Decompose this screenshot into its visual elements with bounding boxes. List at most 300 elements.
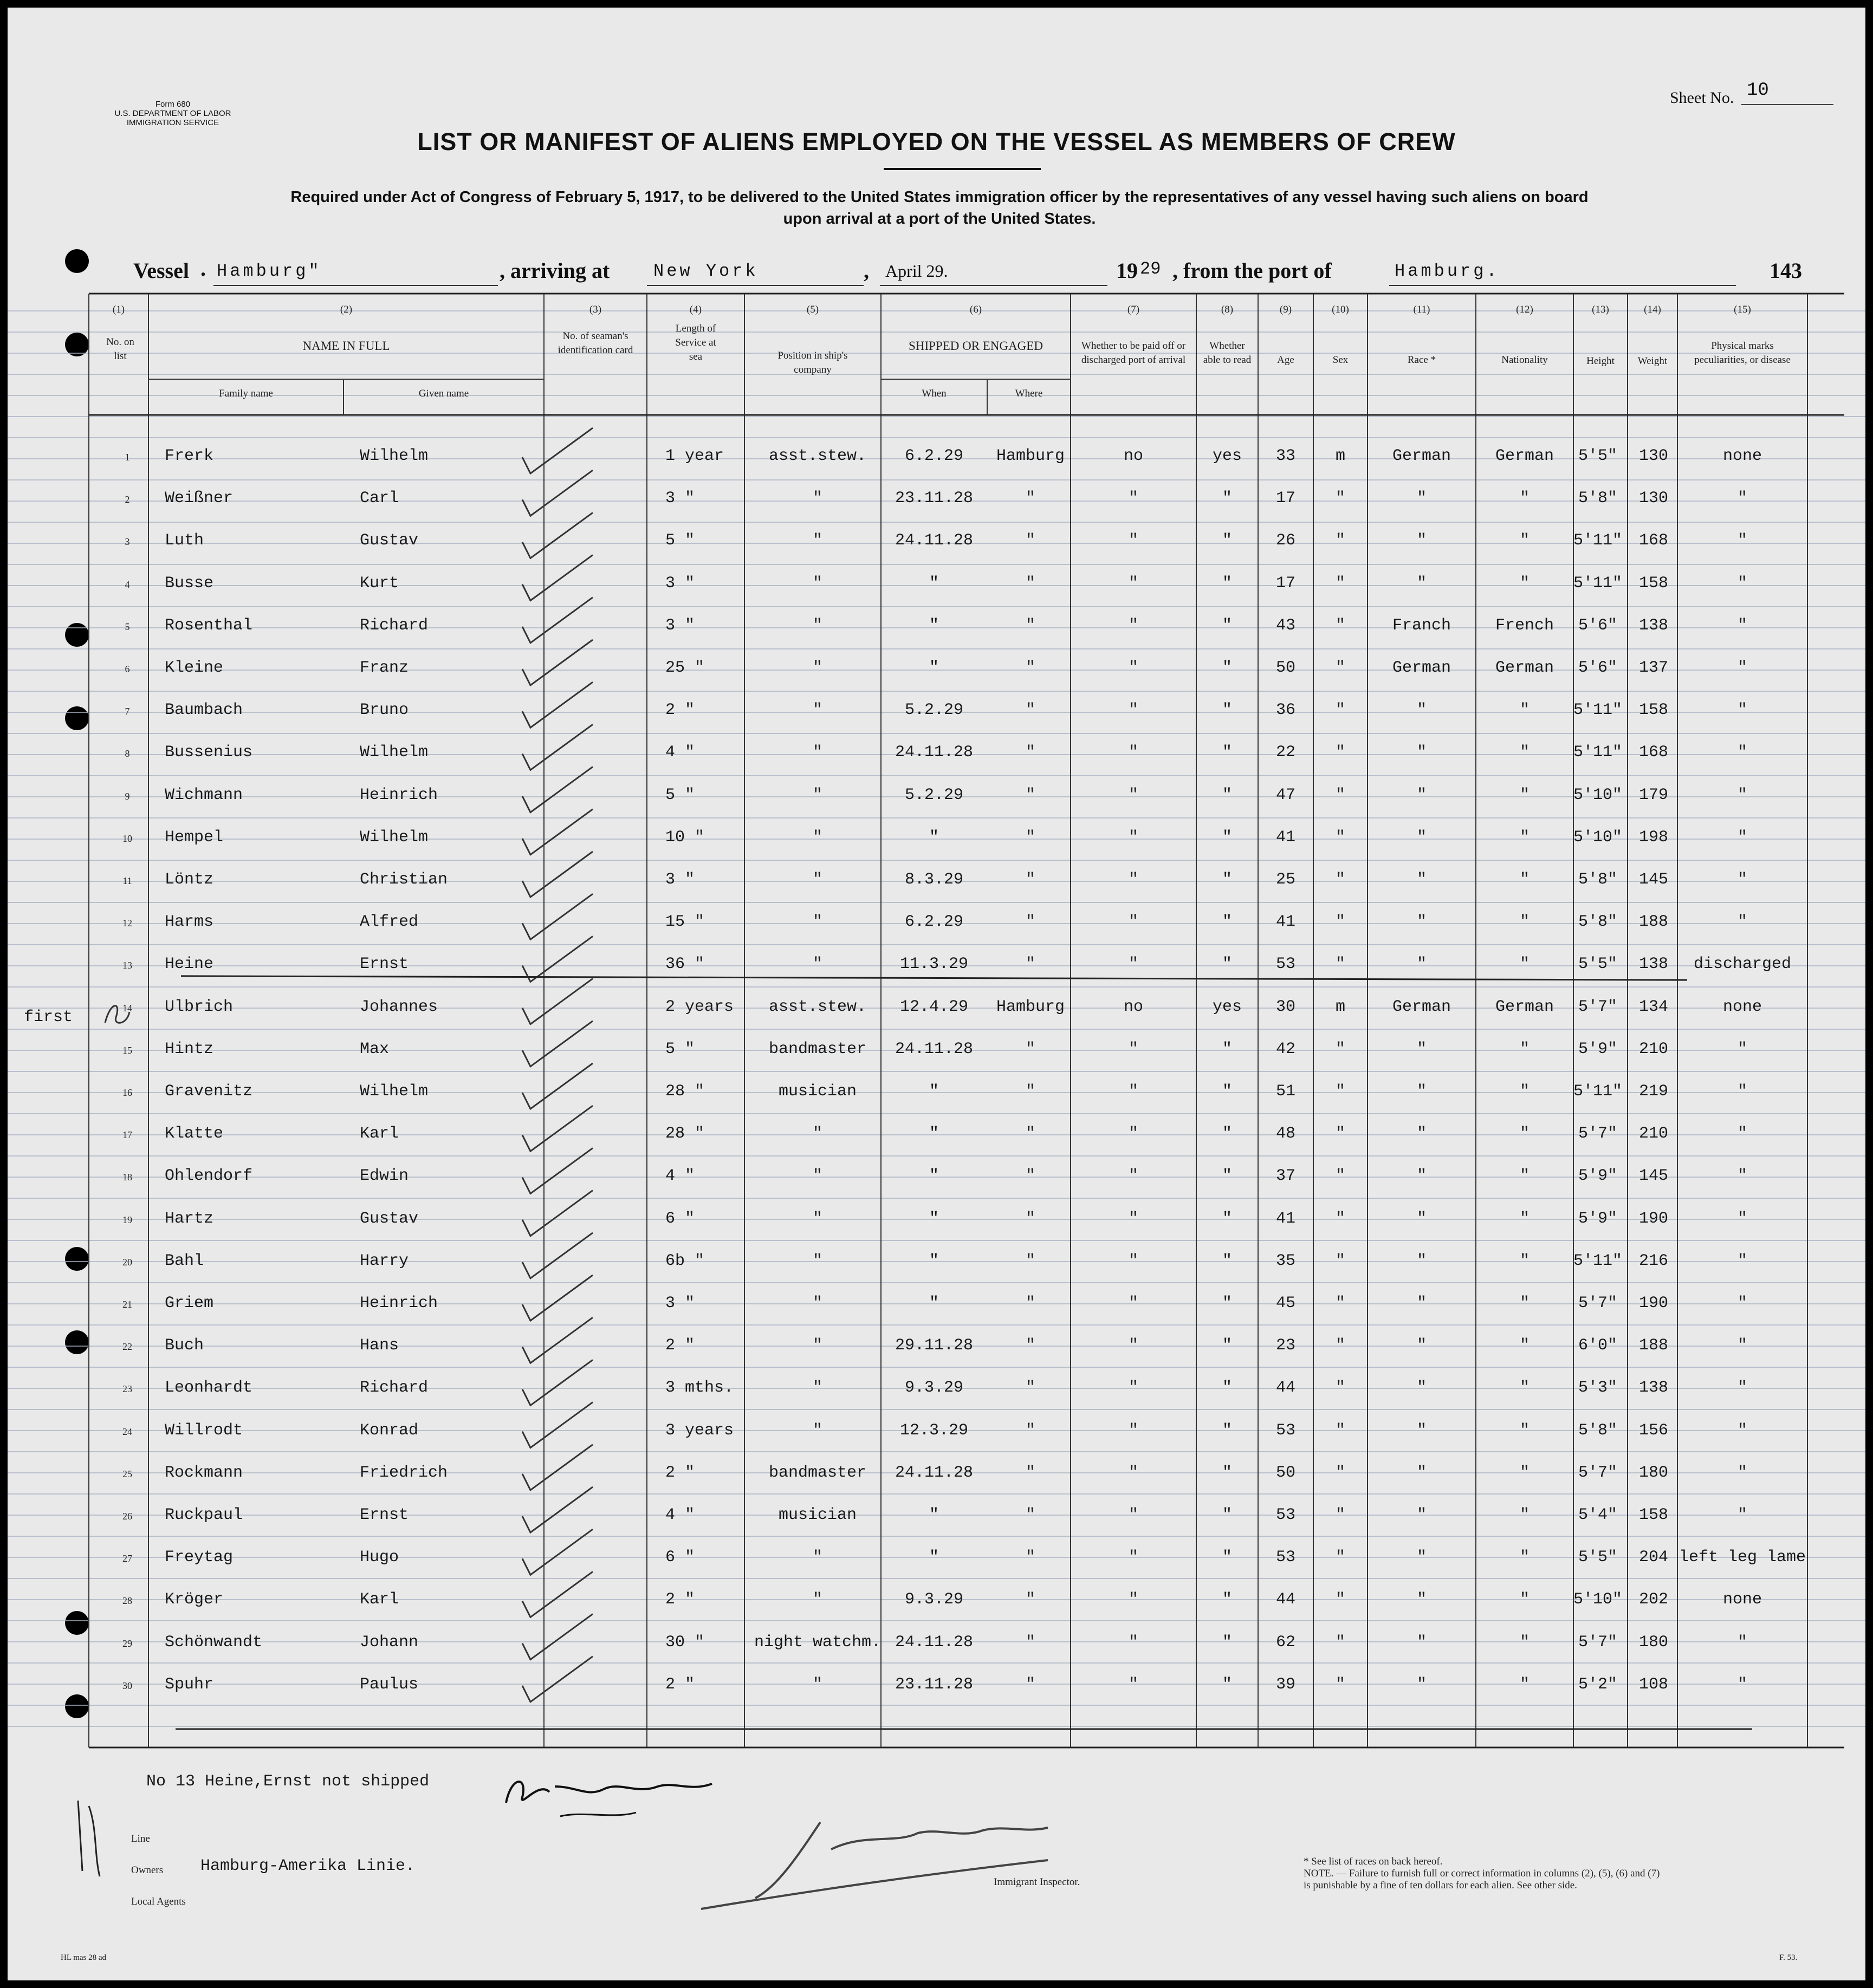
sheet-number-line: [1741, 104, 1833, 105]
cell-marks: ": [1737, 1336, 1747, 1355]
cell-given: Ernst: [360, 955, 409, 974]
not-shipped-note: No 13 Heine,Ernst not shipped: [146, 1772, 430, 1791]
cell-where: ": [1025, 913, 1035, 932]
binder-hole: [65, 1694, 89, 1718]
cell-service: 1 year: [665, 447, 724, 465]
cell-read: ": [1222, 1251, 1232, 1270]
cell-position: ": [812, 1548, 822, 1567]
cell-nationality: ": [1519, 743, 1529, 762]
col8-header: Whether able to read: [1203, 340, 1252, 366]
cell-race: ": [1416, 785, 1427, 804]
cell-paid: ": [1128, 489, 1138, 508]
cell-sex: ": [1335, 1548, 1345, 1567]
row-number: 15: [122, 1044, 132, 1056]
cell-given: Bruno: [360, 701, 409, 720]
cell-weight: 179: [1638, 785, 1668, 804]
cell-race: ": [1416, 1675, 1427, 1694]
cell-nationality: ": [1519, 1463, 1529, 1482]
col9-num: (9): [1279, 304, 1292, 315]
cell-position: ": [812, 1167, 822, 1186]
cell-read: ": [1222, 1675, 1232, 1694]
cell-nationality: ": [1519, 1040, 1529, 1058]
cell-marks: ": [1737, 1421, 1747, 1440]
cell-where: ": [1025, 785, 1035, 804]
cell-position: ": [812, 1590, 822, 1609]
cell-age: 35: [1275, 1251, 1295, 1270]
cell-where: ": [1025, 659, 1035, 677]
cell-nationality: ": [1519, 1167, 1529, 1186]
cell-when: 24.11.28: [895, 1463, 974, 1482]
cell-service: 3 years: [665, 1421, 734, 1440]
vessel-dot: .: [200, 256, 206, 281]
row-number: 27: [122, 1553, 132, 1564]
cell-where: ": [1025, 828, 1035, 847]
manifest-page: [8, 8, 1865, 1980]
cell-weight: 168: [1638, 531, 1668, 550]
cell-weight: 198: [1638, 828, 1668, 847]
column-lines: [89, 294, 1807, 1747]
cell-read: ": [1222, 659, 1232, 677]
col3-num: (3): [589, 304, 602, 315]
cell-height: 5'11": [1573, 1251, 1622, 1270]
cell-nationality: ": [1519, 1506, 1529, 1524]
cell-age: 17: [1275, 574, 1295, 593]
cell-paid: ": [1128, 1421, 1138, 1440]
row-number: 3: [125, 536, 130, 548]
col1-header: No. on list: [106, 336, 134, 362]
cell-when: ": [929, 616, 939, 635]
cell-where: ": [1025, 1209, 1035, 1228]
cell-sex: ": [1335, 1675, 1345, 1694]
cell-when: ": [929, 1167, 939, 1186]
cell-when: 24.11.28: [895, 1040, 974, 1058]
binder-hole: [65, 706, 89, 730]
cell-marks: ": [1737, 1167, 1747, 1186]
cell-weight: 108: [1638, 1675, 1668, 1694]
cell-weight: 130: [1638, 447, 1668, 465]
cell-given: Johann: [360, 1633, 419, 1652]
cell-family: Harms: [165, 913, 214, 932]
cell-nationality: ": [1519, 1209, 1529, 1228]
cell-paid: ": [1128, 574, 1138, 593]
cell-family: Ohlendorf: [165, 1167, 253, 1186]
row-number: 26: [122, 1511, 132, 1522]
cell-sex: ": [1335, 1421, 1345, 1440]
cell-service: 6b ": [665, 1251, 705, 1270]
cell-service: 6 ": [665, 1209, 695, 1228]
col14-header: Weight: [1637, 355, 1668, 367]
cell-where: Hamburg: [996, 447, 1065, 465]
cell-paid: no: [1123, 997, 1143, 1016]
cell-sex: ": [1335, 1040, 1345, 1058]
cell-position: musician: [778, 1506, 857, 1524]
cell-weight: 190: [1638, 1294, 1668, 1313]
cell-given: Alfred: [360, 913, 419, 932]
cell-read: ": [1222, 1040, 1232, 1058]
col4-num: (4): [689, 304, 702, 315]
cell-given: Max: [360, 1040, 390, 1058]
cell-race: German: [1392, 447, 1451, 465]
cell-read: ": [1222, 870, 1232, 889]
cell-marks: ": [1737, 1463, 1747, 1482]
row-number: 8: [125, 748, 130, 759]
arrival-date: April 29.: [885, 261, 948, 281]
binder-hole: [65, 623, 89, 647]
row-number: 6: [125, 664, 130, 674]
cell-paid: ": [1128, 870, 1138, 889]
cell-read: ": [1222, 955, 1232, 974]
cell-position: ": [812, 743, 822, 762]
row-number: 5: [125, 621, 130, 632]
cell-race: ": [1416, 955, 1427, 974]
row-number: 30: [122, 1680, 132, 1691]
cell-when: ": [929, 1548, 939, 1567]
cell-given: Gustav: [360, 1209, 419, 1228]
cell-when: 6.2.29: [904, 913, 964, 932]
penalty-note-2: is punishable by a fine of ten dollars for each alien. See other side.: [1304, 1880, 1577, 1891]
cell-service: 3 ": [665, 616, 695, 635]
cell-when: 8.3.29: [904, 870, 964, 889]
cell-marks: ": [1737, 1251, 1747, 1270]
row-number: 16: [122, 1087, 132, 1098]
cell-service: 15 ": [665, 913, 705, 932]
cell-family: Rosenthal: [165, 616, 253, 635]
cell-read: ": [1222, 489, 1232, 508]
cell-where: ": [1025, 1082, 1035, 1101]
cell-nationality: German: [1495, 447, 1554, 465]
cell-marks: ": [1737, 743, 1747, 762]
cell-service: 28 ": [665, 1125, 705, 1144]
cell-read: ": [1222, 1379, 1232, 1398]
cell-when: 5.2.29: [904, 701, 964, 720]
cell-when: ": [929, 828, 939, 847]
col11-header: Race *: [1407, 354, 1436, 366]
col2a-header: Family name: [219, 388, 273, 399]
title-rule: [884, 168, 1041, 170]
cell-position: ": [812, 1336, 822, 1355]
cell-sex: ": [1335, 1379, 1345, 1398]
cell-where: ": [1025, 870, 1035, 889]
cell-service: 2 ": [665, 1590, 695, 1609]
cell-height: 5'10": [1573, 785, 1622, 804]
cell-family: Bussenius: [165, 743, 253, 762]
cell-given: Paulus: [360, 1675, 419, 1694]
cell-sex: ": [1335, 1590, 1345, 1609]
cell-position: ": [812, 616, 822, 635]
cell-age: 48: [1275, 1125, 1295, 1144]
cell-height: 5'9": [1578, 1040, 1617, 1058]
cell-nationality: ": [1519, 913, 1529, 932]
cell-family: Ulbrich: [165, 997, 234, 1016]
row-number: 7: [125, 706, 130, 717]
cell-family: Heine: [165, 955, 214, 974]
cell-paid: ": [1128, 1167, 1138, 1186]
cell-paid: ": [1128, 1463, 1138, 1482]
cell-position: bandmaster: [768, 1040, 867, 1058]
cell-given: Harry: [360, 1251, 409, 1270]
cell-weight: 158: [1638, 1506, 1668, 1524]
cell-family: Bahl: [165, 1251, 204, 1270]
cell-given: Friedrich: [360, 1463, 448, 1482]
cell-given: Hans: [360, 1336, 399, 1355]
cell-where: ": [1025, 531, 1035, 550]
page-title: LIST OR MANIFEST OF ALIENS EMPLOYED ON THE VESSEL AS MEMBERS OF CREW: [417, 128, 1456, 155]
cell-age: 39: [1275, 1675, 1295, 1694]
cell-given: Johannes: [360, 997, 438, 1016]
cell-family: Gravenitz: [165, 1082, 253, 1101]
cell-paid: ": [1128, 1082, 1138, 1101]
cell-nationality: German: [1495, 997, 1554, 1016]
cell-service: 3 ": [665, 574, 695, 593]
cell-marks: ": [1737, 913, 1747, 932]
cell-age: 26: [1275, 531, 1295, 550]
cell-race: ": [1416, 743, 1427, 762]
cell-when: 23.11.28: [895, 489, 974, 508]
cell-position: musician: [778, 1082, 857, 1101]
row-13-strike-line: [181, 975, 1687, 980]
cell-weight: 216: [1638, 1251, 1668, 1270]
cell-position: ": [812, 955, 822, 974]
cell-position: ": [812, 1209, 822, 1228]
col2-num: (2): [340, 304, 353, 315]
col1-num: (1): [112, 304, 125, 315]
col13-num: (13): [1592, 304, 1609, 315]
cell-height: 6'0": [1578, 1336, 1617, 1355]
col13-header: Height: [1586, 355, 1615, 367]
cell-height: 5'6": [1578, 616, 1617, 635]
cell-marks: ": [1737, 1294, 1747, 1313]
cell-service: 3 ": [665, 1294, 695, 1313]
cell-marks: ": [1737, 1209, 1747, 1228]
cell-height: 5'11": [1573, 701, 1622, 720]
vessel-name: Hamburg": [217, 261, 322, 281]
cell-paid: ": [1128, 1590, 1138, 1609]
cell-when: 11.3.29: [899, 955, 969, 974]
cell-height: 5'6": [1578, 659, 1617, 677]
cell-given: Wilhelm: [360, 447, 429, 465]
vessel-underline: [213, 285, 498, 286]
cell-nationality: ": [1519, 955, 1529, 974]
cell-weight: 188: [1638, 1336, 1668, 1355]
cell-height: 5'11": [1573, 531, 1622, 550]
year-suffix: 29: [1140, 259, 1161, 279]
cell-race: ": [1416, 870, 1427, 889]
cell-marks: none: [1722, 1590, 1762, 1609]
col4-header: Length of Service at sea: [675, 323, 716, 362]
cell-weight: 180: [1638, 1463, 1668, 1482]
cell-weight: 145: [1638, 870, 1668, 889]
cell-when: 12.4.29: [899, 997, 969, 1016]
cell-nationality: ": [1519, 1125, 1529, 1144]
cell-paid: ": [1128, 1379, 1138, 1398]
cell-marks: ": [1737, 616, 1747, 635]
form-code: F. 53.: [1779, 1953, 1798, 1962]
cell-age: 51: [1275, 1082, 1295, 1101]
cell-race: ": [1416, 1125, 1427, 1144]
cell-marks: discharged: [1693, 955, 1792, 974]
cell-height: 5'10": [1573, 828, 1622, 847]
cell-read: ": [1222, 828, 1232, 847]
cell-paid: ": [1128, 1209, 1138, 1228]
cell-sex: ": [1335, 659, 1345, 677]
cell-paid: ": [1128, 1633, 1138, 1652]
cell-service: 10 ": [665, 828, 705, 847]
cell-read: ": [1222, 531, 1232, 550]
vessel-line: Vessel . Hamburg" , arriving at New York , April 29. 19 29 , from the port of Hamburg. 143: [8, 256, 1865, 288]
cell-service: 36 ": [665, 955, 705, 974]
cell-read: ": [1222, 574, 1232, 593]
cell-height: 5'2": [1578, 1675, 1617, 1694]
cell-position: ": [812, 659, 822, 677]
penalty-note-1: NOTE. — Failure to furnish full or correct information in columns (2), (5), (6) and (7): [1304, 1868, 1660, 1879]
cell-marks: ": [1737, 1675, 1747, 1694]
cell-height: 5'3": [1578, 1379, 1617, 1398]
cell-read: ": [1222, 1082, 1232, 1101]
cell-given: Gustav: [360, 531, 419, 550]
cell-service: 2 ": [665, 1336, 695, 1355]
cell-weight: 145: [1638, 1167, 1668, 1186]
cell-height: 5'7": [1578, 997, 1617, 1016]
cell-paid: ": [1128, 616, 1138, 635]
year-prefix: 19: [1116, 258, 1138, 283]
cell-nationality: ": [1519, 1675, 1529, 1694]
cell-height: 5'7": [1578, 1633, 1617, 1652]
cell-when: 9.3.29: [904, 1590, 964, 1609]
cell-when: ": [929, 1506, 939, 1524]
cell-family: Frerk: [165, 447, 214, 465]
cell-height: 5'7": [1578, 1294, 1617, 1313]
arriving-label: , arriving at: [500, 258, 610, 283]
cell-where: ": [1025, 1548, 1035, 1567]
cell-marks: ": [1737, 785, 1747, 804]
col5-header: Position in ship's company: [777, 350, 848, 375]
subtitle-line-2: upon arrival at a port of the United States.: [783, 210, 1096, 228]
cell-family: Freytag: [165, 1548, 234, 1567]
cell-read: ": [1222, 743, 1232, 762]
cell-service: 2 years: [665, 997, 734, 1016]
cell-where: ": [1025, 1421, 1035, 1440]
arrival-port: New York: [653, 261, 759, 281]
row-number: 23: [122, 1383, 132, 1395]
cell-race: ": [1416, 1294, 1427, 1313]
cell-marks: left leg lame: [1678, 1548, 1806, 1567]
cell-given: Heinrich: [360, 785, 438, 804]
inspector-label: Immigrant Inspector.: [994, 1876, 1080, 1888]
cell-weight: 188: [1638, 913, 1668, 932]
cell-age: 17: [1275, 489, 1295, 508]
cell-race: ": [1416, 1633, 1427, 1652]
cell-given: Karl: [360, 1125, 399, 1144]
cell-position: bandmaster: [768, 1463, 867, 1482]
cell-read: ": [1222, 1463, 1232, 1482]
cell-sex: ": [1335, 1336, 1345, 1355]
cell-weight: 204: [1638, 1548, 1668, 1567]
cell-paid: no: [1123, 447, 1143, 465]
cell-read: ": [1222, 1336, 1232, 1355]
cell-race: German: [1392, 997, 1451, 1016]
cell-service: 2 ": [665, 1675, 695, 1694]
col6-header: SHIPPED OR ENGAGED: [909, 339, 1043, 353]
cell-race: ": [1416, 574, 1427, 593]
cell-nationality: ": [1519, 489, 1529, 508]
col15-num: (15): [1734, 304, 1751, 315]
cell-when: 12.3.29: [899, 1421, 969, 1440]
cell-when: 24.11.28: [895, 531, 974, 550]
cell-given: Edwin: [360, 1167, 409, 1186]
cell-height: 5'11": [1573, 574, 1622, 593]
cell-nationality: ": [1519, 574, 1529, 593]
cell-marks: none: [1722, 997, 1762, 1016]
cell-height: 5'9": [1578, 1167, 1617, 1186]
cell-race: ": [1416, 701, 1427, 720]
cell-sex: ": [1335, 1167, 1345, 1186]
row-number: 28: [122, 1595, 132, 1607]
cell-where: ": [1025, 701, 1035, 720]
row-number: 11: [122, 875, 132, 886]
cell-family: Hartz: [165, 1209, 214, 1228]
cell-service: 3 ": [665, 870, 695, 889]
cell-weight: 138: [1638, 1379, 1668, 1398]
cell-given: Richard: [360, 616, 429, 635]
cell-when: 6.2.29: [904, 447, 964, 465]
cell-marks: ": [1737, 701, 1747, 720]
cell-age: 25: [1275, 870, 1295, 889]
subtitle-line-1: Required under Act of Congress of February 5, 1917, to be delivered to the United States immigration officer by the representatives of any vessel having such aliens on board: [290, 189, 1589, 206]
cell-given: Carl: [360, 489, 399, 508]
cell-race: ": [1416, 1506, 1427, 1524]
cell-paid: ": [1128, 1506, 1138, 1524]
row-number: 13: [122, 960, 132, 971]
cell-where: ": [1025, 1633, 1035, 1652]
cell-sex: m: [1335, 447, 1345, 465]
row-number: 25: [122, 1468, 132, 1479]
cell-marks: ": [1737, 659, 1747, 677]
cell-marks: ": [1737, 489, 1747, 508]
cell-sex: ": [1335, 785, 1345, 804]
cell-nationality: ": [1519, 531, 1529, 550]
cell-position: ": [812, 1294, 822, 1313]
cell-marks: ": [1737, 1506, 1747, 1524]
cell-age: 50: [1275, 659, 1295, 677]
cell-nationality: ": [1519, 870, 1529, 889]
cell-given: Konrad: [360, 1421, 419, 1440]
owners-label: Owners: [131, 1864, 164, 1876]
row-number: 19: [122, 1214, 132, 1225]
cell-service: 25 ": [665, 659, 705, 677]
departure-port: Hamburg.: [1395, 261, 1500, 281]
cell-family: Spuhr: [165, 1675, 214, 1694]
cell-given: Richard: [360, 1379, 429, 1398]
margin-note: first: [24, 1008, 73, 1027]
cell-paid: ": [1128, 1125, 1138, 1144]
cell-race: ": [1416, 1167, 1427, 1186]
cell-race: ": [1416, 913, 1427, 932]
cell-family: Buch: [165, 1336, 204, 1355]
cell-age: 43: [1275, 616, 1295, 635]
col12-num: (12): [1516, 304, 1533, 315]
cell-when: ": [929, 659, 939, 677]
cell-when: 9.3.29: [904, 1379, 964, 1398]
cell-where: ": [1025, 1463, 1035, 1482]
cell-where: ": [1025, 1506, 1035, 1524]
cell-race: ": [1416, 1040, 1427, 1058]
row-number: 29: [122, 1638, 132, 1649]
cell-sex: ": [1335, 828, 1345, 847]
cell-height: 5'9": [1578, 1209, 1617, 1228]
col5-num: (5): [806, 304, 819, 315]
cell-service: 30 ": [665, 1633, 705, 1652]
cell-family: Willrodt: [165, 1421, 243, 1440]
